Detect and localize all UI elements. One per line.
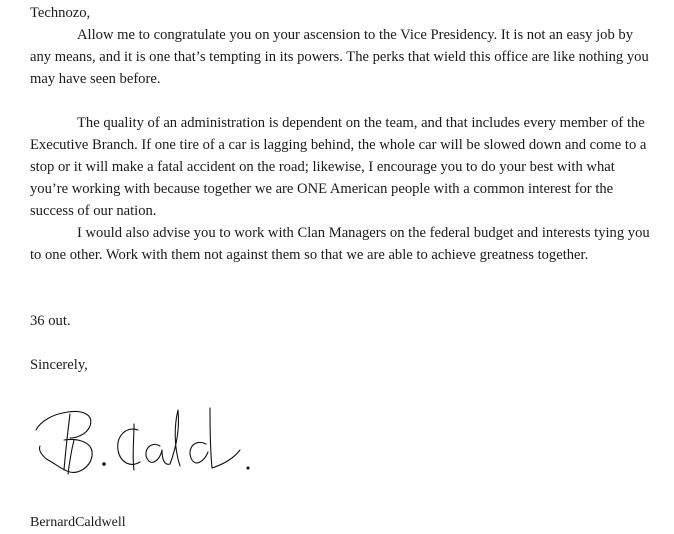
salutation: Technozo,: [30, 5, 91, 21]
letter-body: [30, 2, 660, 530]
closing: Sincerely,: [30, 357, 88, 373]
paragraph-congratulations: Allow me to congratulate you on your ascension to the Vice Presidency. It is not an easy job by any means, and it is one that’s tempting in its powers. The perks that wield this office are like nothing you may have seen before.: [30, 27, 649, 87]
postscript: 36 out.: [30, 313, 71, 329]
paragraph-advice: I would also advise you to work with Clan Managers on the federal budget and interests tying you to one other. Work with them not against them so that we are able to achieve greatness together.: [30, 225, 650, 263]
signer-name: BernardCaldwell: [30, 515, 126, 530]
paragraph-team-quality: The quality of an administration is dependent on the team, and that includes every member of the Executive Branch. If one tire of a car is lagging behind, the whole car will be slowed down and come to a stop or it will make a fatal accident on the road; likewise, I encourage you to do your best with what you’re working with because together we are ONE American people with a common interest for the success of our nation.: [30, 115, 647, 219]
handwritten-signature: [34, 400, 254, 482]
